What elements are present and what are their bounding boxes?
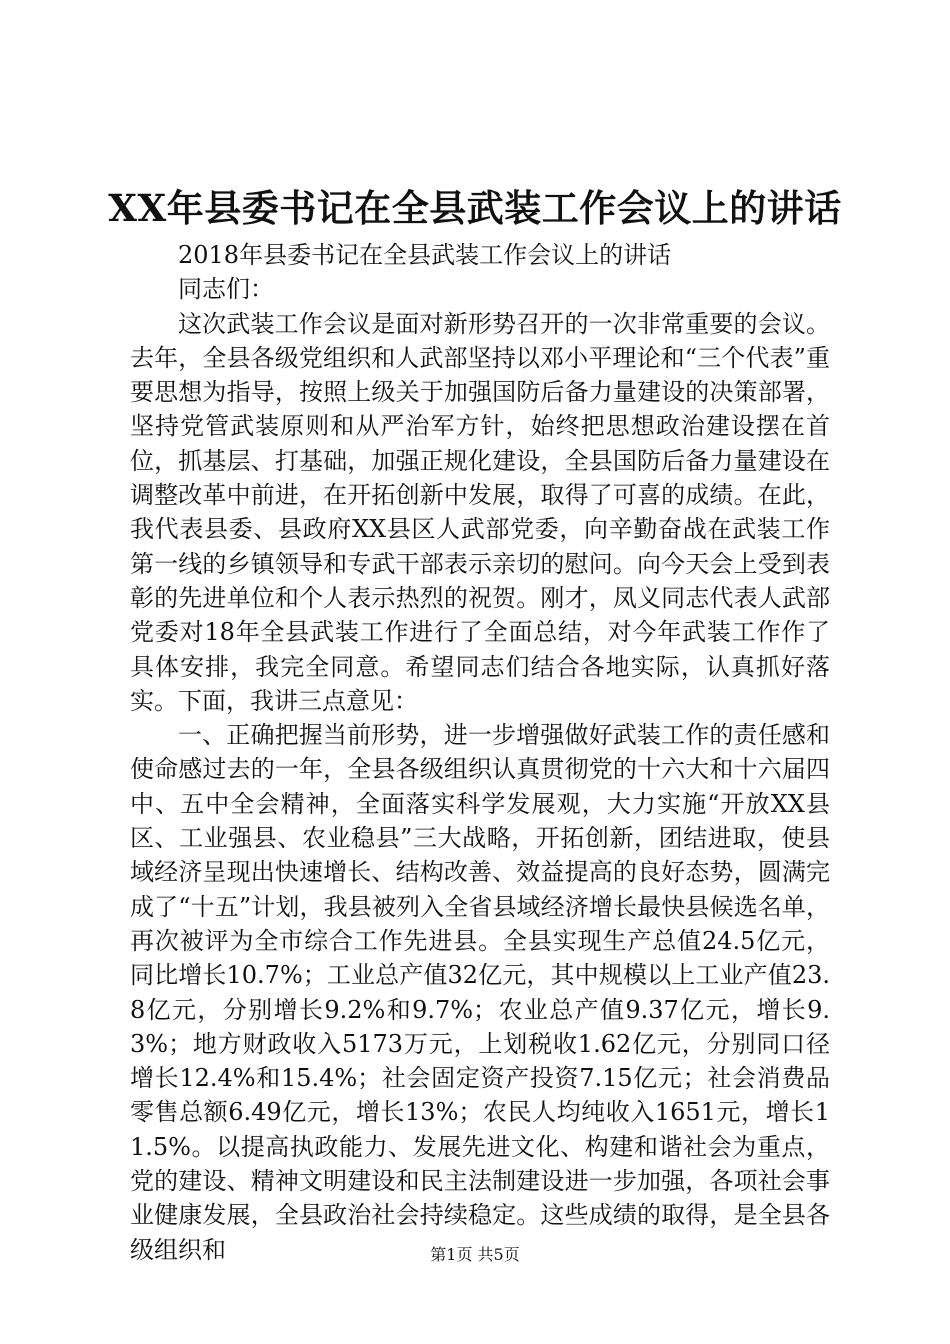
document-title: XX年县委书记在全县武装工作会议上的讲话 bbox=[108, 186, 842, 230]
salutation-paragraph: 同志们： bbox=[178, 275, 274, 304]
page-footer: 第1页 共5页 bbox=[430, 1245, 520, 1264]
body-paragraph: 这次武装工作会议是面对新形势召开的一次非常重要的会议。去年，全县各级党组织和人武部坚持以邓小平理论和“三个代表”重要思想为指导，按照上级关于加强国防后备力量建设的决策部署，坚持党管武装原则和从严治军方针，始终把思想政治建设摆在首位，抓基层、打基础，加强正规化建设，全县国防后备力量建设在调整改革中前进，在开拓创新中发展，取得了可喜的成绩。在此，我代表县委、县政府XX县区人武部党委，向辛勤奋战在武装工作第一线的乡镇领导和专武干部表示亲切的慰问。向今天会上受到表彰的先进单位和个人表示热烈的祝贺。刚才，凤义同志代表人武部党委对18年全县武装工作进行了全面总结，对今年武装工作作了具体安排，我完全同意。希望同志们结合各地实际，认真抓好落实。下面，我讲三点意见： bbox=[130, 309, 830, 715]
subtitle-paragraph: 2018年县委书记在全县武装工作会议上的讲话 bbox=[178, 241, 672, 269]
body-paragraph: 一、正确把握当前形势，进一步增强做好武装工作的责任感和使命感过去的一年，全县各级组织认真贯彻党的十六大和十六届四中、五中全会精神，全面落实科学发展观，大力实施“开放XX县区、工业强县、农业稳县”三大战略，开拓创新，团结进取，使县域经济呈现出快速增长、结构改善、效益提高的良好态势，圆满完成了“十五”计划，我县被列入全省县域经济增长最快县候选名单，再次被评为全市综合工作先进县。全县实现生产总值24.5亿元，同比增长10.7%；工业总产值32亿元，其中规模以上工业产值23.8亿元，分别增长9.2%和9.7%；农业总产值9.37亿元，增长9.3%；地方财政收入5173万元，上划税收1.62亿元，分别同口径增长12.4%和15.4%；社会固定资产投资7.15亿元；社会消费品零售总额6.49亿元，增长13%；农民人均纯收入1651元，增长11.5%。以提高执政能力、发展先进文化、构建和谐社会为重点，党的建设、精神文明建设和民主法制建设进一步加强，各项社会事业健康发展，全县政治社会持续稳定。这些成绩的取得，是全县各级组织和 bbox=[130, 721, 830, 1264]
document-body bbox=[130, 238, 830, 1267]
